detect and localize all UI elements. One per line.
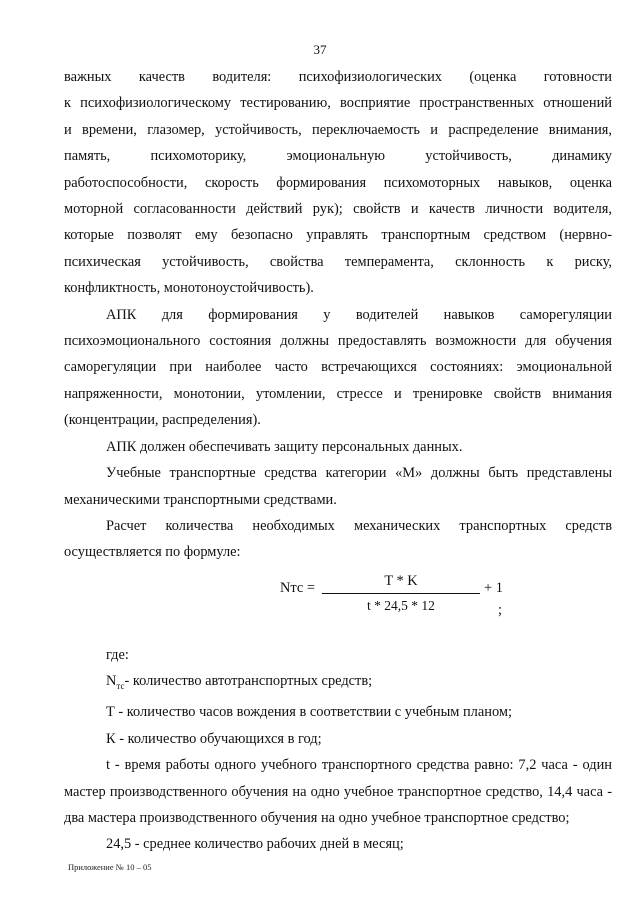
text-line: и времени, глазомер, устойчивость, переключаемость и распределение внимания, (64, 121, 612, 138)
paragraph-vehicles-category-m: Учебные транспортные средства категории «М» должны быть представлены механическими транспортными средствами. (64, 465, 612, 508)
text-line: моторной согласованности действий рук); свойств и качеств личности водителя, (64, 201, 612, 218)
page-number: 37 (313, 42, 327, 57)
formula-semicolon: ; (498, 601, 502, 618)
where-label: где: (106, 646, 129, 663)
formula (64, 566, 612, 642)
definition-ntc (64, 668, 612, 699)
formula-lhs: Nтс = (280, 579, 315, 596)
text-line: к психофизиологическому тестированию, восприятие пространственных отношений (64, 95, 612, 112)
formula-fraction (322, 570, 480, 616)
text-line: память, психомоторику, эмоциональную устойчивость, динамику (64, 148, 612, 165)
text-line: которые позволят ему безопасно управлять транспортным средством (нервно- (64, 227, 612, 244)
fraction-bar (322, 593, 480, 594)
text-line: психическая устойчивость, свойства темперамента, склонность к риску, (64, 253, 612, 270)
ntc-symbol: N (106, 673, 117, 690)
footer-appendix-label: Приложение № 10 – 05 (68, 862, 152, 872)
formula-numerator: T * K (384, 572, 418, 589)
paragraph-apk-data-protection: АПК должен обеспечивать защиту персональных данных. (106, 438, 463, 455)
definition-work-time: t - время работы одного учебного транспортного средства равно: 7,2 часа - один мастер производственного обучения на одно учебное транспортное средство, 14,4 часа - два мастера производственного обучения на одно учебное транспортное средство; (64, 757, 612, 827)
formula-denominator: t * 24,5 * 12 (367, 597, 435, 613)
paragraph-apk-selfregulation: АПК для формирования у водителей навыков саморегуляции психоэмоционального состояния должны предоставлять возможности для обучения саморегуляции при наиболее часто встречающихся состояниях: эмоциональной напряженности, монотонии, утомлении, стрессе и тренировке свойств внимания (концентрации, распределения). (64, 306, 612, 429)
text-line: конфликтность, монотоноустойчивость). (64, 280, 314, 297)
text-line: работоспособности, скорость формирования психомоторных навыков, оценка (64, 174, 612, 191)
paragraph-calculation-intro: Расчет количества необходимых механических транспортных средств осуществляется по формуле: (64, 517, 612, 561)
body-text (64, 64, 612, 858)
definition-k-students: К - количество обучающихся в год; (106, 730, 322, 747)
definition-working-days: 24,5 - среднее количество рабочих дней в месяц; (106, 836, 404, 853)
text-line: важных качеств водителя: психофизиологических (оценка готовности (64, 69, 612, 85)
formula-plus-one: + 1 (484, 579, 503, 596)
definition-t-hours: Т - количество часов вождения в соответствии с учебным планом; (106, 704, 512, 721)
ntc-definition-text: - количество автотранспортных средств; (124, 673, 373, 690)
ntc-subscript: тс (116, 681, 125, 691)
